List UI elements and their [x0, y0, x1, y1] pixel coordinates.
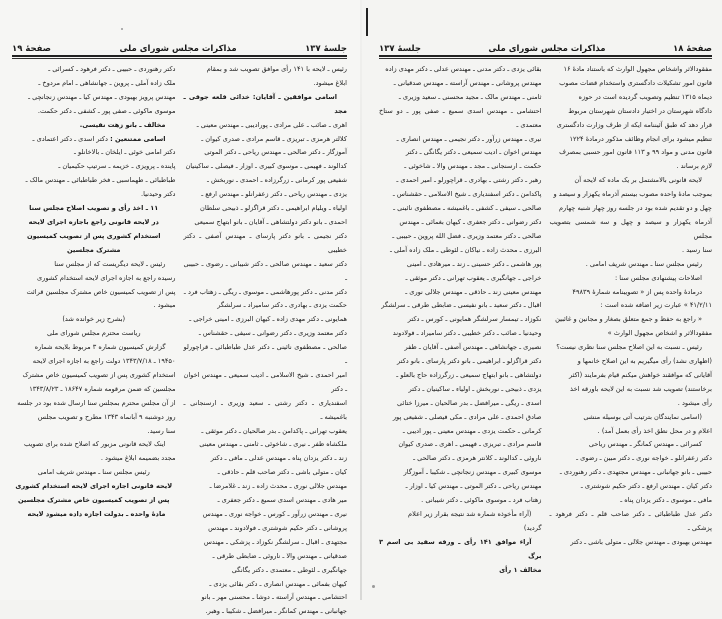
- text-line: دکتر رهنوردی ـ حبیبی ـ دکتر فرهود ـ کسرائی ـ: [48, 65, 176, 73]
- column-right: [184, 63, 348, 619]
- session-number: جلسهٔ ۱۳۷: [305, 44, 347, 54]
- text-line: صالحی ـ مصطفوی نائینی ـ دکتر عدل طباطبائی ـ قراچورلو ـ: [183, 343, 347, 366]
- text-line: روز دوشنبه ۹ آبانماه ۱۳۴۳ مطرح و تصویب مجلس: [37, 412, 176, 421]
- text-line: یزدی ـ ذبیحی ـ نوربخش ـ اولیاء ـ ساکینیان ـ دکتر: [408, 384, 542, 393]
- text-line: طباطبائی ـ طهماسبی ـ فخر طباطبائی ـ مهندس مالک ـ: [25, 176, 176, 185]
- text-line: احتشامی ـ مهندس اسدی سمیع ـ صفی پور ـ دو ستاخ معتمدی ـ: [379, 106, 542, 129]
- text-line: گردید): [523, 523, 542, 532]
- text-line: رئیس ـ لایحه با ۱۴۱ رأی موافق تصویب شد و بمقام: [206, 65, 347, 73]
- text-line: قرار دهد که طبق آئیننامه ایکه از طرف وزارت دادگستری: [556, 120, 712, 129]
- text-line: کرمانی ـ حکمت یزدی ـ مهندس معینی ـ پور ادیبی ـ: [402, 426, 542, 435]
- bill-title: لایحه قانونی اجازه اجرای لایحه استخدام کشوری: [15, 482, 173, 491]
- text-line: گزارش کمیسیون شماره ۳ مربوط بلایحه شماره: [34, 343, 166, 352]
- text-line: مهندس پرویز بهبودی ـ مهندس کیا ـ مهندس زنجانچی ـ: [28, 92, 176, 101]
- text-line: دکتر وحیدنیا.: [141, 190, 176, 199]
- text-line: مجلسین که ضمن مرقومه شماره ۱۸۶۴۷ ـ ۱۳۴۳/۸/۲۳: [29, 384, 176, 393]
- text-line: دکتر نجیمی ـ بانو دکتر پارسای ـ مهندس آصفی ـ دکتر خطیبی: [183, 231, 347, 254]
- text-line: خراجی ـ جهانگیری ـ یعقوب تهرانی ـ دکتر موثقی ـ: [405, 273, 542, 282]
- text-line: دکتر معتمد وزیری ـ دکتر رضوانی ـ سیفی ـ حقشناس ـ: [198, 329, 347, 338]
- text-line: اقبال ـ دکتر سعید ـ بانو نفیسی ـ ضابطی طرقی ـ سرلشگر: [381, 301, 542, 310]
- text-line: البرزی ـ محدث زاده ـ نیاکان ـ لئوطی ـ ملک زاده آملی ـ: [389, 245, 542, 254]
- text-line: دکتر رضوانی ـ دکتر جعفری ـ کیهان بغمائی ـ مهندس: [399, 217, 542, 226]
- text-line: مهندس بهبودی ـ مهندس جلالی ـ متولی باشی ـ دکتر: [570, 537, 712, 546]
- text-line: ۴۱/۲/۱۱ » عبارت زیر اضافه شده است :: [600, 301, 712, 310]
- section-title: استخدام کشوری پس از تصویب کمیسیون: [26, 231, 161, 240]
- text-line: اینک لایحه قانونی مزبور که اصلاح شده برای تصویب: [23, 440, 166, 449]
- text-line: نیری ـ مهندس زرآور ـ دکتر نجیمی ـ مهندس انصاری ـ: [396, 134, 542, 143]
- text-line: تنظیم میشود برای انجام وظائف مذکور درمادهٔ ۱۲۲۴: [569, 134, 712, 143]
- column-left: [379, 63, 542, 578]
- section-title: در لایحه قانونی راجع باجازه اجرای لایحه: [28, 217, 159, 226]
- text-line: حبیبی ـ بانو جهانبانی ـ مهندس مجتهدی ـ دکتر رهنوردی ـ: [559, 468, 712, 477]
- page-number: صفحهٔ ۱۸: [673, 44, 712, 54]
- text-line: کلالتر هرمزی ـ تبریزی ـ قاسم مرادی ـ صدری کیوان ـ: [201, 134, 347, 143]
- text-line: دکتر قراگزلو ـ ابراهیمی ـ بانو دکتر پارسای ـ بانو دکتر: [397, 357, 542, 366]
- header-rule: [379, 58, 712, 59]
- text-line: پس از تصویب کمیسیون خاص مشترک مجلسین قرائت: [26, 287, 176, 296]
- text-line: (اظهاری نشد) رأی میگیریم به این اصلاح خانمها و: [577, 357, 712, 366]
- text-line: قانون مدنی و مواد ۹۹ و ۱۱۳ قانون امور حسبی بمصرف: [559, 148, 712, 157]
- text-line: دولتشاهی ـ بانو ابتهاج سمیعی ـ زرگرزاده حاج بالعلو ـ: [396, 370, 542, 379]
- text-line: موسوی ماکوئی ـ صفی پور ـ کشفی ـ دکتر حکمت.: [37, 106, 176, 115]
- amendments-title: اصلاحات پیشنهادی مجلس سنا :: [614, 273, 702, 282]
- text-line: آموزگار ـ دکتر صالحی ـ مهندس ریاحی ـ دکتر الموتی: [204, 148, 347, 157]
- text-line: دیماه ۱۳۱۵ تنظیم وتصویب گردیده است در حوزه: [578, 92, 712, 101]
- text-line: اسامی موافقین ـ آقایان: خدائی قلعه جوقی ـ مجد: [183, 92, 347, 115]
- page-19: [0, 0, 361, 616]
- text-line: برخاستند) تصویب شد نسبت به این لایحه باورقه اخذ: [569, 384, 712, 393]
- address-line: ریاست محترم مجلس شورای ملی: [46, 329, 141, 338]
- text-line: مفقودالاثر و اشخاص مجهول الوارث »: [607, 329, 712, 338]
- text-line: مهندس اخوان ـ ادیب سمیعی ـ دکتر یگانگی ـ دکتر: [405, 148, 542, 157]
- text-line: حکمت ـ ارسنجانی ـ مجد ـ مهندس والا ـ شاخوئی ـ: [404, 162, 542, 171]
- text-line: پور هاشمی ـ دکتر حسینی ـ زند ـ میرهادی ـ امینی: [406, 259, 542, 268]
- text-line: احتشامی ـ مهندس آراسته ـ دوشا ـ محسنی مهر ـ بانو: [201, 593, 347, 602]
- text-line: ناروئی ـ کدالوند ـ کلانتر هرمزی ـ دکتر صالحی ـ: [413, 454, 542, 463]
- publication-title: مذاکرات مجلس شورای ملی: [488, 44, 606, 54]
- text-line: مهندس پروشانی ـ مهندس آراسته ـ مهندس صدقیانی ـ: [393, 78, 542, 87]
- text-line: اعلام و در محل نطق اخذ رأی بعمل آمد) .: [597, 426, 712, 435]
- text-line: جهانبانی ـ مهندس کمانگر ـ میرافضل ـ شکیبا ـ وهبر.: [205, 607, 347, 616]
- article-line: مادهٔ واحده ـ بدولت اجازه داده میشود لایحه: [27, 510, 166, 518]
- bill-title: پس از تصویب کمیسیون خاص مشترک مجلسین: [17, 496, 170, 505]
- text-line: دکتر عدل طباطبائی ـ دکتر صاحب قلم ـ دکتر فرهود ـ پزشکی ـ: [549, 510, 712, 532]
- text-line: رأی میشود .: [677, 398, 712, 407]
- vote-result: آراء موافق ۱۴۱ رأی ـ ورقه سفید بی اسم ۳ برگ: [379, 537, 542, 560]
- page-header: [12, 40, 347, 57]
- text-line: صدقیانی ـ مهندس والا ـ ناروئی ـ ضابطی طرقی ـ: [212, 551, 347, 560]
- text-line: از آن مجلس محترم بمجلس سنا ارسال شده بود در جلسه: [17, 398, 176, 407]
- vote-result: مخالف ۱ رأی: [499, 565, 542, 574]
- text-line: ملکشاه ظفر ـ نیری ـ شاخوئی ـ ثامنی ـ مهندس معینی: [199, 440, 347, 449]
- text-line: « راجع به حفظ و جمع متعلق بصغار و مجانین و غائبین: [555, 315, 702, 324]
- text-line: بقائی یزدی ـ دکتر مدنی ـ مهندس عدلی ـ دکتر مهدی زاده: [385, 65, 542, 73]
- text-line: اولیاء ـ ویلیام ابراهیمی ـ دکتر قراگزلو ـ ذبیحی سلطان: [200, 204, 347, 213]
- text-line: پاکدامن ـ دکتر اسفندیاری ـ شیخ الاسلامی ـ حقشناس ـ: [392, 190, 542, 199]
- page-gutter: [360, 0, 362, 600]
- scan-speck: [372, 585, 375, 588]
- text-line: یعقوب تهرانی ـ پاکدامن ـ بدر صالحیان ـ دکتر موثقی ـ: [201, 426, 347, 435]
- page-18: [361, 0, 722, 600]
- read-note: (بشرح زیر خوانده شد): [62, 315, 126, 324]
- text-line: حکمت یزدی ـ بهادری ـ دکتر سامیراد ـ سرلشگر: [217, 301, 347, 310]
- text-line: کیهان بفمائی ـ مهندس انصاری ـ دکتر بقائی یزدی ـ: [209, 579, 347, 588]
- text-line: زهتاب فرد ـ موسوی ماکوئی ـ دکتر شیبانی .: [421, 496, 542, 505]
- text-line: میر هادی ـ مهندس اسدی سمیع ـ دکتر جعفری ـ: [217, 496, 347, 505]
- text-columns: [12, 63, 347, 619]
- text-line: نکوزاد ـ تیمسار سرلشگر همایونی ـ کورس ـ دکتر: [407, 315, 542, 324]
- text-line: رئیس ـ لایحه دیگریست که از مجلس سنا: [54, 259, 166, 268]
- text-line: دکتر اسدی ـ دکتر اعتمادی ـ: [32, 134, 108, 143]
- text-line: دادگاه شهرستان در اختیار دادستان شهرستان مربوط: [568, 106, 712, 115]
- text-line: مهندس ریاحی ـ دکتر الموتی ـ مهندس کیا ـ اوزار ـ: [405, 482, 542, 491]
- signature: رئیس مجلس سنا ـ مهندس شریف امامی: [37, 468, 150, 477]
- text-line: صادق احمدی ـ علی مرادی ـ مکی فیصلی ـ شفیعی پور: [392, 412, 542, 421]
- text-line: اهری ـ صائب ـ علی مرادی ـ پورادیبی ـ مهندس معینی ـ: [196, 120, 347, 129]
- text-line: نصیری ـ جهانشاهی ـ مهندس آصفی ـ آقایان ـ ظفر: [404, 343, 542, 352]
- text-line: نیری ـ مهندس زرآور ـ کورس ـ خواجه نوری ـ مهندس: [202, 510, 347, 518]
- section-title: ۱۱ ـ اخذ رأی و تصویب اصلاح مجلس سنا: [29, 204, 159, 213]
- text-line: رهبر ـ دکتر رشتی ـ بهادری ـ قراچورلو ـ امیر احمدی ـ: [396, 176, 542, 185]
- text-line: کدالوند ـ فهیمی ـ موسوی کبیری ـ اوزار ـ فیصلی ـ ساکینیان: [185, 162, 347, 171]
- opponent-line: مخالف ـ بانو زهت نفیسی.: [79, 120, 166, 129]
- column-left: [12, 63, 176, 619]
- scan-speck: [121, 28, 123, 30]
- text-line: میشود .: [153, 301, 176, 310]
- text-line: ثامنی ـ مهندس مالک ـ مجید محسنی ـ سعید وزیری ـ: [398, 92, 542, 101]
- scan-mark: [366, 8, 368, 36]
- text-line: وحیدنیا ـ صائب ـ دکتر خطیبی ـ دکتر سامیراد ـ فولادوند: [392, 329, 542, 338]
- text-line: مجدد بضمیمه ابلاغ میشود .: [100, 454, 176, 463]
- text-line: چهل و دو تقدیم شده بود در جلسه روز چهار شنبه چهارم: [558, 204, 712, 213]
- text-line: دکتر زعفرانلو ـ خواجه نوری ـ دکتر مبین ـ رضوی ـ: [576, 454, 712, 463]
- text-line: دکتر سعید ـ مهندس صالحی ـ دکتر شیبانی ـ رضوی ـ حبیبی ـ: [183, 259, 347, 282]
- text-line: (آراء مأخوذه شماره شد نتیجه بقرار زیر اعلام: [408, 510, 532, 518]
- text-line: (اسامی نمایندگان بترتیب آتی بوسیله منشی: [583, 412, 702, 421]
- text-line: درمادهٔ واحده پس از « تصویبنامه شمارهٔ ۴۹۸۳۹: [572, 287, 702, 296]
- text-line: مجتهدی ـ اقبال ـ سرلشگر نکوزاد ـ پزشکی ـ مهندس: [203, 537, 347, 546]
- text-line: ملک زاده آملی ـ پروین ـ جهانشاهی ـ امام مردوخ ـ: [38, 78, 176, 87]
- text-line: اسفندیاری ـ دکتر رشتی ـ سعید وزیری ـ ارسنجانی ـ باغمیشه ـ: [183, 398, 347, 421]
- text-line: اسدی ـ ریگی ـ میرافضل ـ بدر صالحیان ـ میرزا ختائی: [397, 398, 542, 407]
- text-line: سنا رسید .: [682, 245, 712, 254]
- text-line: موسوی کبیری ـ مهندس زنجانچی ـ شکیبا ـ آموزگار: [403, 468, 542, 477]
- text-line: لایحه قانونی بالامشتمل بر یک ماده که لایحه آن: [574, 176, 702, 185]
- text-line: مهندس جلالی نوری ـ محدث زاده ـ زند ـ غلامرضا ـ: [209, 482, 347, 491]
- text-line: سنا رسید.: [147, 426, 176, 435]
- text-line: لازم برساند .: [676, 162, 712, 171]
- text-line: قاسم مرادی ـ تبریزی ـ فهیمی ـ اهری ـ صدری کیوان: [398, 440, 542, 449]
- text-line: امیر احمدی ـ شیخ الاسلامی ـ ادیب سمیعی ـ مهندس اخوان ـ دکتر: [183, 370, 347, 393]
- text-line: شفیعی پور کرمانی ـ زرگرزاده ـ احمدی ـ نوربخش ـ: [206, 176, 347, 185]
- text-line: دکتر امامی خوئی ـ ایلخان ـ بالاخانلو ـ: [74, 148, 176, 157]
- text-line: پاینده ـ پرویزی ـ خزیمه ـ سرتیپ حکیمیان ـ: [58, 162, 176, 171]
- text-line: دکتر مدنی ـ دکتر پورهاشمی ـ موسوی ـ ریگی ـ زهتاب فرد ـ: [183, 287, 347, 296]
- text-line: استخدام کشوری پس از تصویب کمیسیون خاص مشترک: [22, 370, 176, 379]
- text-line: رسیده راجع به اجازه اجرای لایحه استخدام کشوری: [37, 273, 176, 282]
- publication-title: مذاکرات مجلس شورای ملی: [119, 44, 237, 54]
- text-line: کسرائی ـ مهندس کمانگر ـ مهندس ریاحی: [588, 440, 702, 449]
- text-line: مافی ـ موسوی ـ دکتر یزدان پناه ـ: [620, 496, 712, 505]
- text-line: رئیس ـ نسبت به این اصلاح مجلس سنا نظری نیست؟: [556, 343, 702, 352]
- text-line: صالحی ـ دکتر معتمد وزیری ـ فضل الله پروین ـ حبیبی ـ: [392, 231, 542, 240]
- text-line: مفقودالاثر واشخاص مجهول الوارث که باستناد مادهٔ ۱۶: [563, 65, 712, 73]
- text-line: زند ـ دکتر یزدان پناه ـ مهندس عدلی ـ مافی ـ دکتر: [210, 454, 347, 463]
- page-number: صفحهٔ ۱۹: [12, 44, 51, 54]
- text-line: احمدی ـ بانو دکتر دولتشاهی ـ آقایان ـ بانو ابتهاج سمیعی: [194, 217, 347, 226]
- signature: رئیس مجلس سنا ـ مهندس شریف امامی .: [585, 259, 702, 268]
- abstain-label: اسامی ممتنعین :: [110, 134, 166, 143]
- text-columns: [379, 63, 712, 578]
- section-title: مشترک مجلسین: [67, 245, 121, 254]
- text-line: پروشانی ـ دکتر حکیم شوشتری ـ فولادوند ـ مهندس: [208, 523, 347, 532]
- text-line: صالحی ـ سیفی ـ کشفی ـ باغمیشه ـ مصطفوی نائینی ـ: [393, 204, 542, 213]
- text-line: مهندس معینی زند ـ حاذقی ـ مهندس جلالی نوری ـ: [405, 287, 542, 296]
- session-number: جلسهٔ ۱۳۷: [379, 44, 421, 54]
- page-header: [379, 40, 712, 57]
- text-line: آذرماه یکهزار و سیصد و چهل و سه شمسی بتصویب مجلس: [549, 217, 712, 240]
- text-line: ابلاغ میشود.: [313, 78, 347, 87]
- text-line: همایونی ـ دکتر مهدی زاده ـ کیهان البرزی ـ امینی خراجی ـ: [189, 315, 347, 324]
- text-line: جهانگیری ـ لئوطی ـ معتمدی ـ دکتر یگانگی: [231, 565, 347, 574]
- column-right: [550, 63, 713, 578]
- header-rule: [12, 58, 347, 59]
- text-line: بموجب مادهٔ واحده مصوب بیستم آذرماه یکهزار و سیصد و: [553, 190, 712, 199]
- text-line: دکتر کیان ـ مهندس ارفع ـ دکتر حکیم شوشتری ـ: [580, 482, 712, 491]
- text-line: قانون امور تشکیلات دادگستری واستخدام قضات مصوب: [559, 78, 712, 87]
- text-line: ۱۹۴۵۰ ـ ۱۳۴۳/۷/۱۸ دولت راجع به اجازه اجرای لایحه: [32, 357, 176, 366]
- text-line: کیان ـ متولی باشی ـ دکتر صاحب قلم ـ حاذقی ـ: [217, 468, 347, 477]
- text-line: یزدی ـ مهندس ریاحی ـ دکتر زعفرانلو ـ مهندس ارفع ـ: [201, 190, 347, 199]
- text-line: آقایانی که موافقند خواهش میکنم قیام بفرمایند (اکثر: [568, 370, 712, 379]
